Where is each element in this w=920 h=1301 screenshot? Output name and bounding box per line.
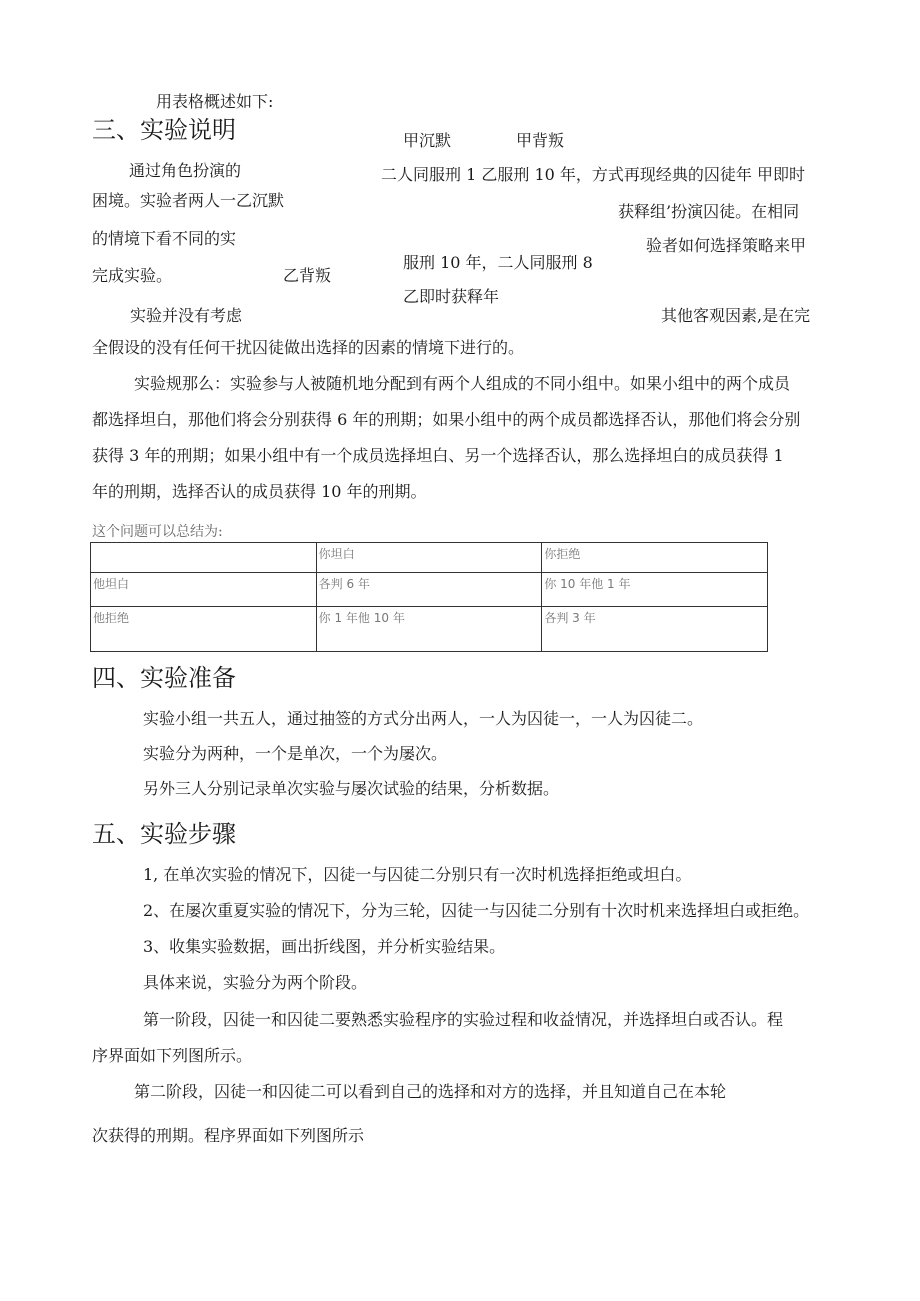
text-fragment: 验者如何选择策略来甲 <box>646 236 807 255</box>
phase-2-line: 次获得的刑期。程序界面如下列图所示 <box>92 1126 365 1145</box>
step-line: 1, 在单次实验的情况下，囚徒一与囚徒二分别只有一次时机选择拒绝或坦白。 <box>143 865 692 884</box>
payoff-label: 甲沉默 <box>403 131 452 150</box>
text-fragment: 乙背叛 <box>283 266 332 285</box>
step-line: 2、在屡次重夏实验的情况下，分为三轮，囚徒一与囚徒二分别有十次时机来选择坦白或拒绝。 <box>143 901 810 920</box>
rules-line: 实验规那么：实验参与人被随机地分配到有两个人组成的不同小组中。如果小组中的两个成员 <box>134 374 791 393</box>
table-cell <box>91 543 317 573</box>
section-3-heading: 三、实验说明 <box>92 116 236 144</box>
table-row <box>91 607 768 652</box>
text-fragment: 困境。实验者两人一乙沉默 <box>92 191 285 210</box>
table-cell: 你坦白 <box>316 543 542 573</box>
text-line: 全假设的没有任何干扰囚徒做出选择的因素的情境下进行的。 <box>92 338 525 357</box>
section-4-heading: 四、实验准备 <box>92 664 236 692</box>
text-fragment: 完成实验。 <box>92 266 173 285</box>
table-cell: 各判 3 年 <box>542 607 768 652</box>
section-5-heading: 五、实验步骤 <box>92 820 236 848</box>
step-line: 3、收集实验数据，画出折线图，并分析实验结果。 <box>143 937 506 956</box>
rules-line: 获得 3 年的刑期；如果小组中有一个成员选择坦白、另一个选择否认，那么选择坦白的成员获得 1 <box>92 446 784 465</box>
section-4-line: 实验小组一共五人，通过抽签的方式分出两人，一人为囚徒一，一人为囚徒二。 <box>143 709 704 728</box>
text-fragment: 服刑 10 年，二人同服刑 8 <box>403 253 593 272</box>
table-cell: 他坦白 <box>91 573 317 607</box>
text-fragment: 乙即时获释年 <box>403 287 500 306</box>
section-4-line: 另外三人分别记录单次实验与屡次试验的结果，分析数据。 <box>143 779 560 798</box>
phase-1-line: 第一阶段，囚徒一和囚徒二要熟悉实验程序的实验过程和收益情况，并选择坦白或否认。程 <box>143 1010 784 1029</box>
table-cell: 各判 6 年 <box>316 573 542 607</box>
payoff-label: 甲背叛 <box>516 131 565 150</box>
text-fragment: 其他客观因素,是在完 <box>661 306 811 325</box>
text-fragment: 实验并没有考虑 <box>130 306 243 325</box>
step-line: 具体来说，实验分为两个阶段。 <box>143 973 368 992</box>
text-fragment: 获释组’扮演囚徒。在相同 <box>618 202 800 221</box>
table-cell: 你 1 年他 10 年 <box>316 607 542 652</box>
table-header-row <box>91 543 768 573</box>
table-row <box>91 573 768 607</box>
text-fragment: 二人同服刑 1 乙服刑 10 年，方式再现经典的囚徒年 甲即时 <box>381 165 805 184</box>
payoff-table <box>90 542 768 652</box>
intro-line: 用表格概述如下: <box>156 92 274 111</box>
rules-line: 年的刑期，选择否认的成员获得 10 年的刑期。 <box>92 482 427 501</box>
table-cell: 你 10 年他 1 年 <box>542 573 768 607</box>
table-caption: 这个问题可以总结为: <box>92 524 223 540</box>
phase-1-line: 序界面如下列图所示。 <box>92 1046 253 1065</box>
section-4-line: 实验分为两种，一个是单次，一个为屡次。 <box>143 744 448 763</box>
text-fragment: 通过角色扮演的 <box>129 161 242 180</box>
rules-line: 都选择坦白，那他们将会分别获得 6 年的刑期；如果小组中的两个成员都选择否认，那他们将会分别 <box>92 410 801 429</box>
table-cell: 他拒绝 <box>91 607 317 652</box>
phase-2-line: 第二阶段，囚徒一和囚徒二可以看到自己的选择和对方的选择，并且知道自己在本轮 <box>134 1082 727 1101</box>
table-cell: 你拒绝 <box>542 543 768 573</box>
text-fragment: 的情境下看不同的实 <box>92 229 237 248</box>
